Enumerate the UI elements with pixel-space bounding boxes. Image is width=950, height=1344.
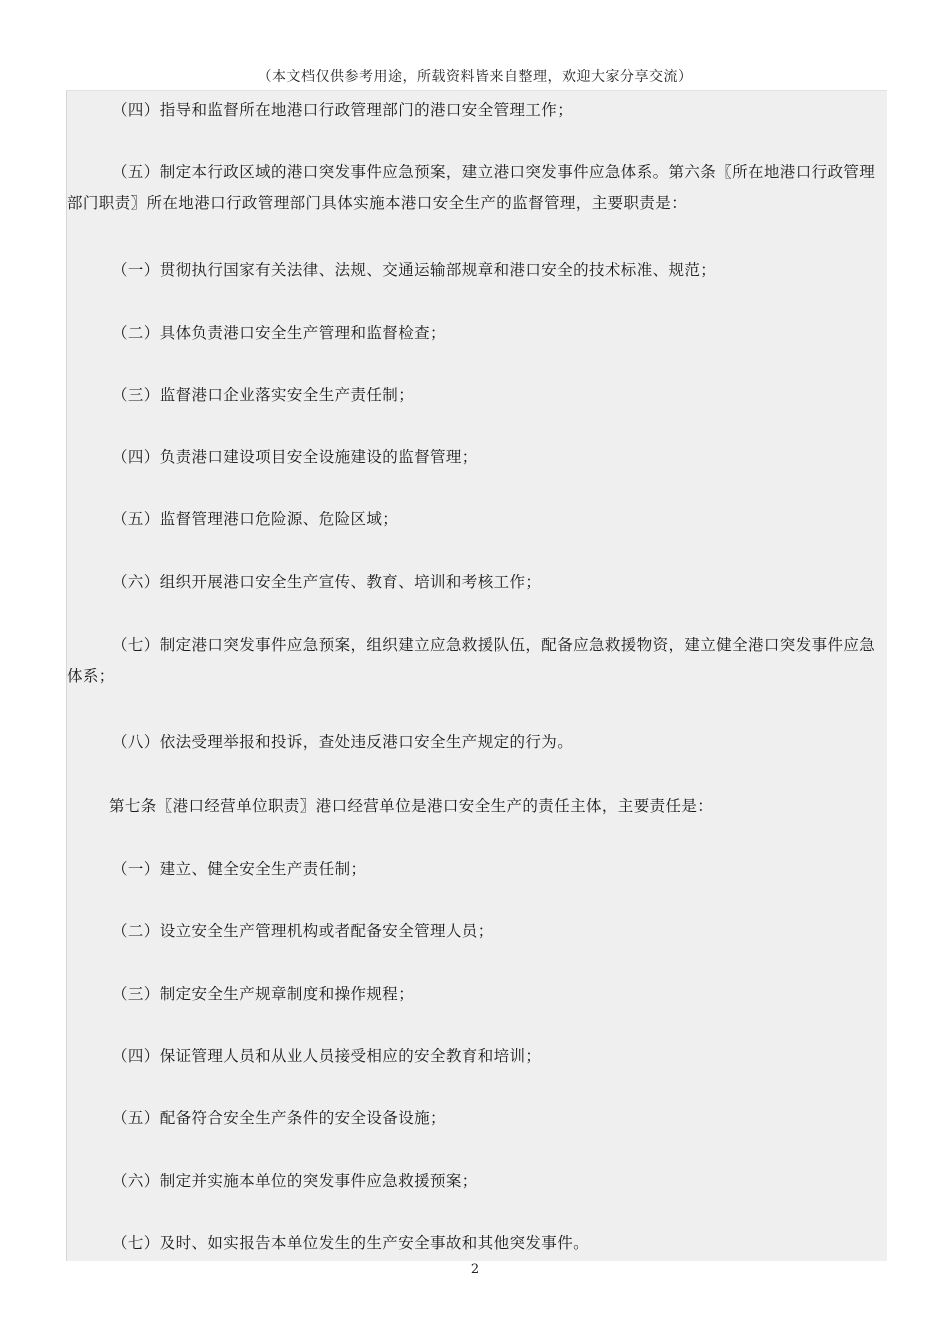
paragraph-15: （四）保证管理人员和从业人员接受相应的安全教育和培训；	[112, 1047, 542, 1065]
paragraph-6: （四）负责港口建设项目安全设施建设的监督管理；	[112, 448, 478, 466]
paragraph-18: （七）及时、如实报告本单位发生的生产安全事故和其他突发事件。	[112, 1234, 590, 1252]
paragraph-10: （八）依法受理举报和投诉，查处违反港口安全生产规定的行为。	[112, 733, 574, 751]
paragraph-3: （一）贯彻执行国家有关法律、法规、交通运输部规章和港口安全的技术标准、规范；	[112, 261, 717, 279]
paragraph-8: （六）组织开展港口安全生产宣传、教育、培训和考核工作；	[112, 573, 542, 591]
document-header-note: （本文档仅供参考用途，所载资料皆来自整理，欢迎大家分享交流）	[257, 69, 693, 85]
paragraph-2: （五）制定本行政区域的港口突发事件应急预案，建立港口突发事件应急体系。第六条〖所在地港口行政管理部门职责〗所在地港口行政管理部门具体实施本港口安全生产的监督管理，主要职责是：	[67, 163, 876, 212]
document-body	[66, 90, 887, 1261]
paragraph-17: （六）制定并实施本单位的突发事件应急救援预案；	[112, 1172, 478, 1190]
paragraph-1: （四）指导和监督所在地港口行政管理部门的港口安全管理工作；	[112, 101, 574, 119]
paragraph-article-7: 第七条〖港口经营单位职责〗港口经营单位是港口安全生产的责任主体，主要责任是：	[109, 797, 714, 815]
paragraph-7: （五）监督管理港口危险源、危险区域；	[112, 510, 399, 528]
paragraph-16: （五）配备符合安全生产条件的安全设备设施；	[112, 1109, 446, 1127]
page-number: 2	[470, 1262, 480, 1277]
paragraph-5: （三）监督港口企业落实安全生产责任制；	[112, 386, 415, 404]
paragraph-13: （二）设立安全生产管理机构或者配备安全管理人员；	[112, 922, 494, 940]
paragraph-14: （三）制定安全生产规章制度和操作规程；	[112, 985, 415, 1003]
paragraph-4: （二）具体负责港口安全生产管理和监督检查；	[112, 324, 446, 342]
paragraph-9: （七）制定港口突发事件应急预案，组织建立应急救援队伍，配备应急救援物资，建立健全港口突发事件应急体系；	[67, 636, 876, 685]
paragraph-12: （一）建立、健全安全生产责任制；	[112, 860, 367, 878]
